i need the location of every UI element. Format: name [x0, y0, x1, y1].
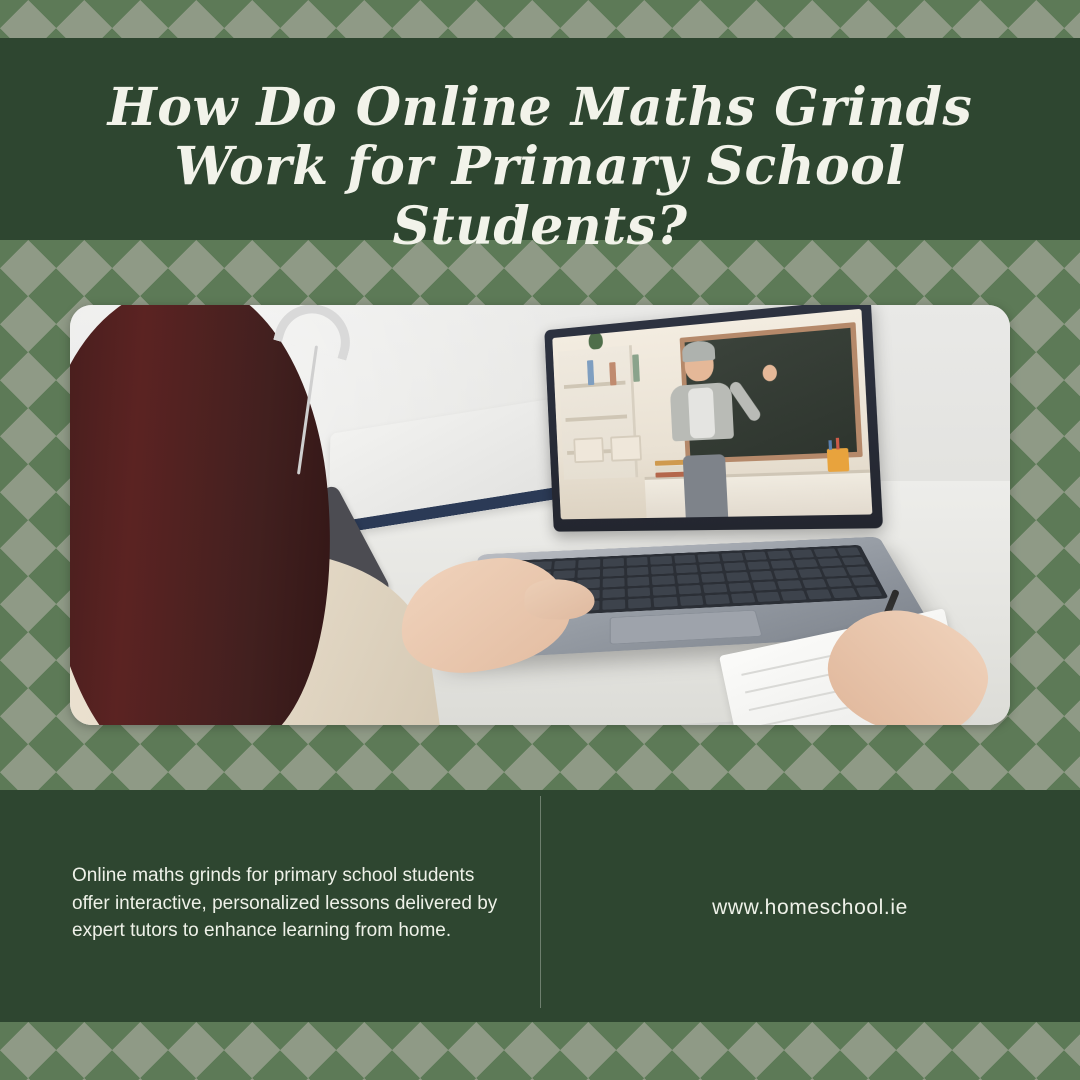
hero-image: [70, 305, 1010, 725]
description-text: Online maths grinds for primary school students offer interactive, personalized lessons delivered by expert tutors to enhance learning from home.: [72, 865, 498, 942]
photo-scene: [70, 305, 1010, 725]
teacher-shirt: [688, 387, 715, 438]
pencil-cup-icon: [826, 448, 849, 472]
plant-icon: [588, 331, 603, 349]
page-title: How Do Online Maths Grinds Work for Primary School Students?: [107, 77, 973, 257]
teacher-legs: [683, 454, 728, 517]
chevron-pattern-top: [0, 0, 1080, 38]
video-call-view: [552, 309, 872, 520]
storage-box-icon: [610, 435, 642, 462]
chevron-pattern-bottom: [0, 1022, 1080, 1080]
book-icon: [587, 360, 594, 385]
laptop-screen: [544, 305, 883, 532]
website-url[interactable]: www.homeschool.ie: [712, 896, 908, 919]
teacher-hair: [682, 340, 716, 363]
storage-box-icon: [574, 437, 605, 463]
